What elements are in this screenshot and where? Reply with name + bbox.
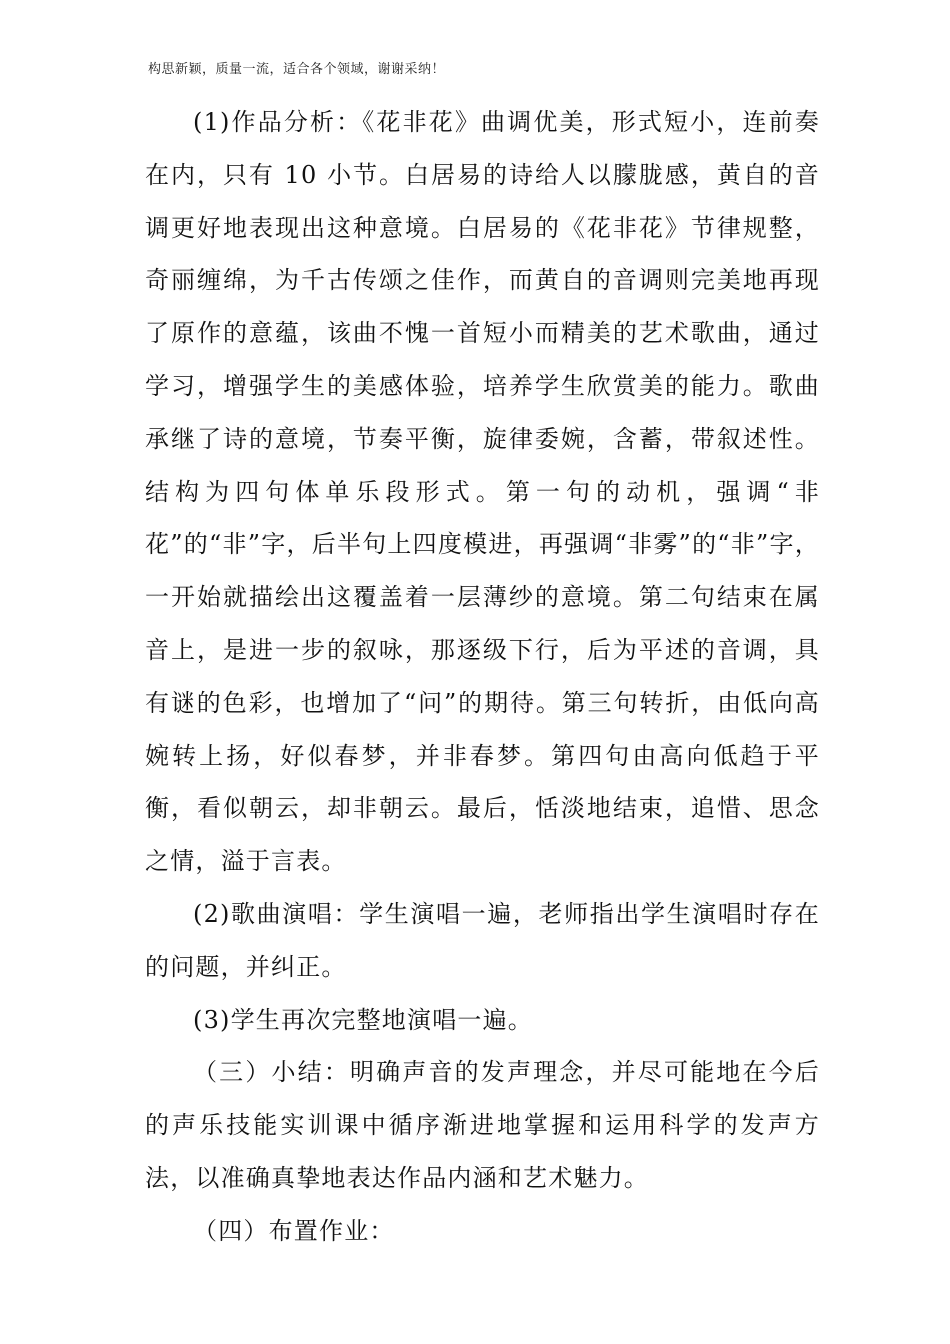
paragraph-work-analysis: (1)作品分析：《花非花》曲调优美，形式短小，连前奏在内，只有 10 小节。白居易的诗给人以朦胧感，黄自的音调更好地表现出这种意境。白居易的《花非花》节律规整，奇丽缠绵，为千古传颂之佳作，而黄自的音调则完美地再现了原作的意蕴，该曲不愧一首短小而精美的艺术歌曲，通过学习，增强学生的美感体验，培养学生欣赏美的能力。歌曲承继了诗的意境，节奏平衡，旋律委婉，含蓄，带叙述性。结构为四句体单乐段形式。第一句的动机，强调“非花”的“非”字，后半句上四度模进，再强调“非雾”的“非”字，一开始就描绘出这覆盖着一层薄纱的意境。第二句结束在属音上，是进一步的叙咏，那逐级下行，后为平述的音调，具有谜的色彩，也增加了“问”的期待。第三句转折，由低向高婉转上扬，好似春梦，并非春梦。第四句由高向低趋于平衡，看似朝云，却非朝云。最后，恬淡地结束，追惜、思念之情，溢于言表。 [145, 108, 820, 876]
paragraph-song-singing: (2)歌曲演唱：学生演唱一遍，老师指出学生演唱时存在的问题，并纠正。 [145, 899, 820, 981]
paragraph-homework-heading: （四）布置作业： [193, 1216, 395, 1245]
paragraph-sing-again: (3)学生再次完整地演唱一遍。 [193, 1005, 533, 1034]
page-header-slogan: 构思新颖，质量一流，适合各个领域，谢谢采纳！ [148, 62, 446, 77]
paragraph-summary: （三）小结：明确声音的发声理念，并尽可能地在今后的声乐技能实训课中循序渐进地掌握和运用科学的发声方法，以准确真挚地表达作品内涵和艺术魅力。 [145, 1058, 820, 1192]
document-body [145, 96, 820, 1258]
